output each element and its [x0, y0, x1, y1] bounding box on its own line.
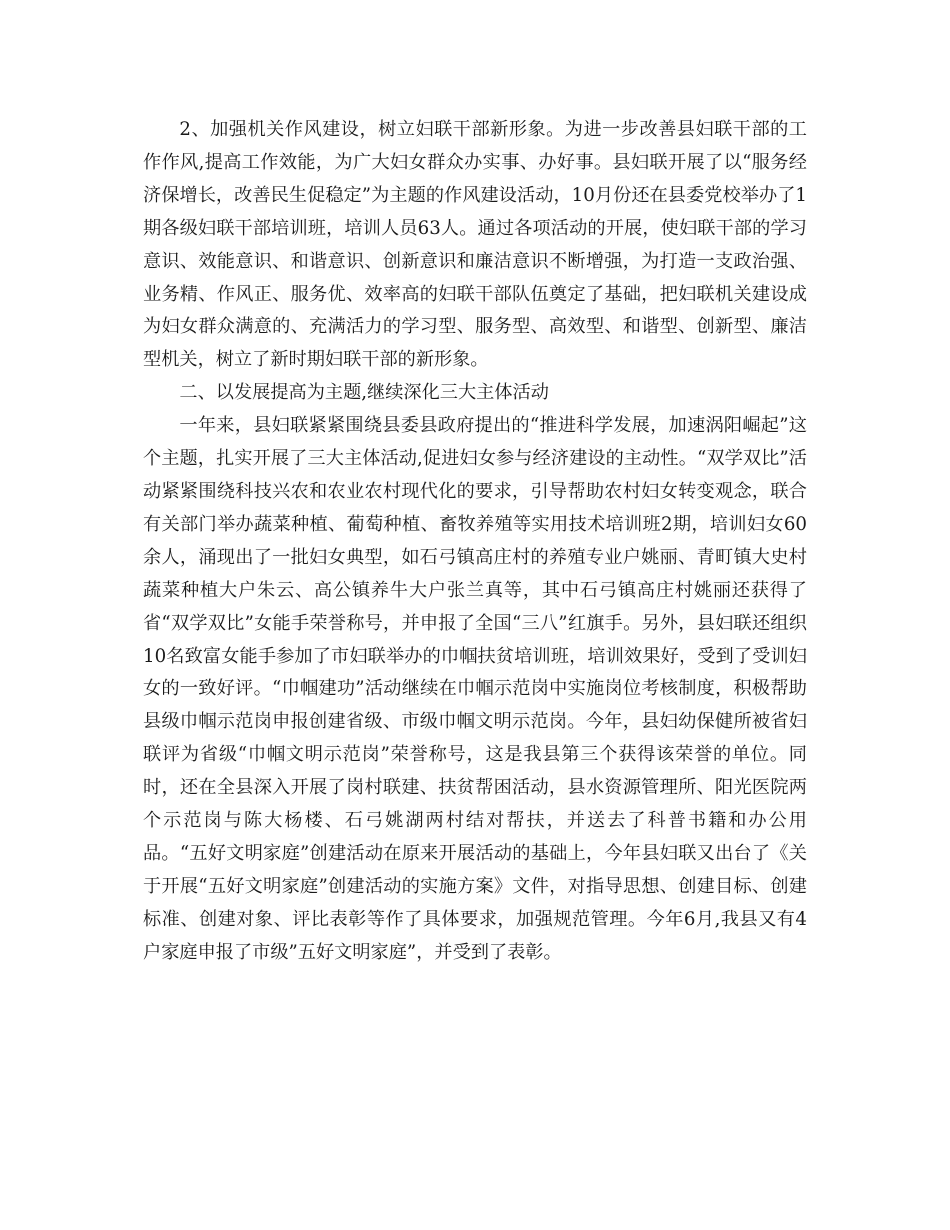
document-body: [143, 114, 807, 970]
section-heading: 二、以发展提高为主题,继续深化三大主体活动: [179, 382, 549, 404]
paragraph-main-activities: 一年来，县妇联紧紧围绕县委县政府提出的“推进科学发展，加速涡阳崛起”这个主题，扎实开展了三大主体活动,促进妇女参与经济建设的主动性。“双学双比”活动紧紧围绕科技兴农和农业农村现代化的要求，引导帮助农村妇女转变观念，联合有关部门举办蔬菜种植、葡萄种植、畜牧养殖等实用技术培训班2期，培训妇女60余人，涌现出了一批妇女典型，如石弓镇高庄村的养殖专业户姚丽、青町镇大史村蔬菜种植大户朱云、高公镇养牛大户张兰真等，其中石弓镇高庄村姚丽还获得了省“双学双比”女能手荣誉称号，并申报了全国“三八”红旗手。另外，县妇联还组织10名致富女能手参加了市妇联举办的巾帼扶贫培训班，培训效果好，受到了受训妇女的一致好评。“巾帼建功”活动继续在巾帼示范岗中实施岗位考核制度，积极帮助县级巾帼示范岗申报创建省级、市级巾帼文明示范岗。今年，县妇幼保健所被省妇联评为省级“巾帼文明示范岗”荣誉称号，这是我县第三个获得该荣誉的单位。同时，还在全县深入开展了岗村联建、扶贫帮困活动，县水资源管理所、阳光医院两个示范岗与陈大杨楼、石弓姚湖两村结对帮扶，并送去了科普书籍和办公用品。“五好文明家庭”创建活动在原来开展活动的基础上，今年县妇联又出台了《关于开展“五好文明家庭”创建活动的实施方案》文件，对指导思想、创建目标、创建标准、创建对象、评比表彰等作了具体要求，加强规范管理。今年6月,我县又有4户家庭申报了市级”五好文明家庭”，并受到了表彰。: [143, 415, 807, 963]
paragraph-cadre-style: 2、加强机关作风建设，树立妇联干部新形象。为进一步改善县妇联干部的工作作风,提高工作效能，为广大妇女群众办实事、办好事。县妇联开展了以“服务经济保增长，改善民生促稳定”为主题的作风建设活动，10月份还在县委党校举办了1期各级妇联干部培训班，培训人员63人。通过各项活动的开展，使妇联干部的学习意识、效能意识、和谐意识、创新意识和廉洁意识不断增强，为打造一支政治强、业务精、作风正、服务优、效率高的妇联干部队伍奠定了基础，把妇联机关建设成为妇女群众满意的、充满活力的学习型、服务型、高效型、和谐型、创新型、廉洁型机关，树立了新时期妇联干部的新形象。: [143, 119, 807, 371]
